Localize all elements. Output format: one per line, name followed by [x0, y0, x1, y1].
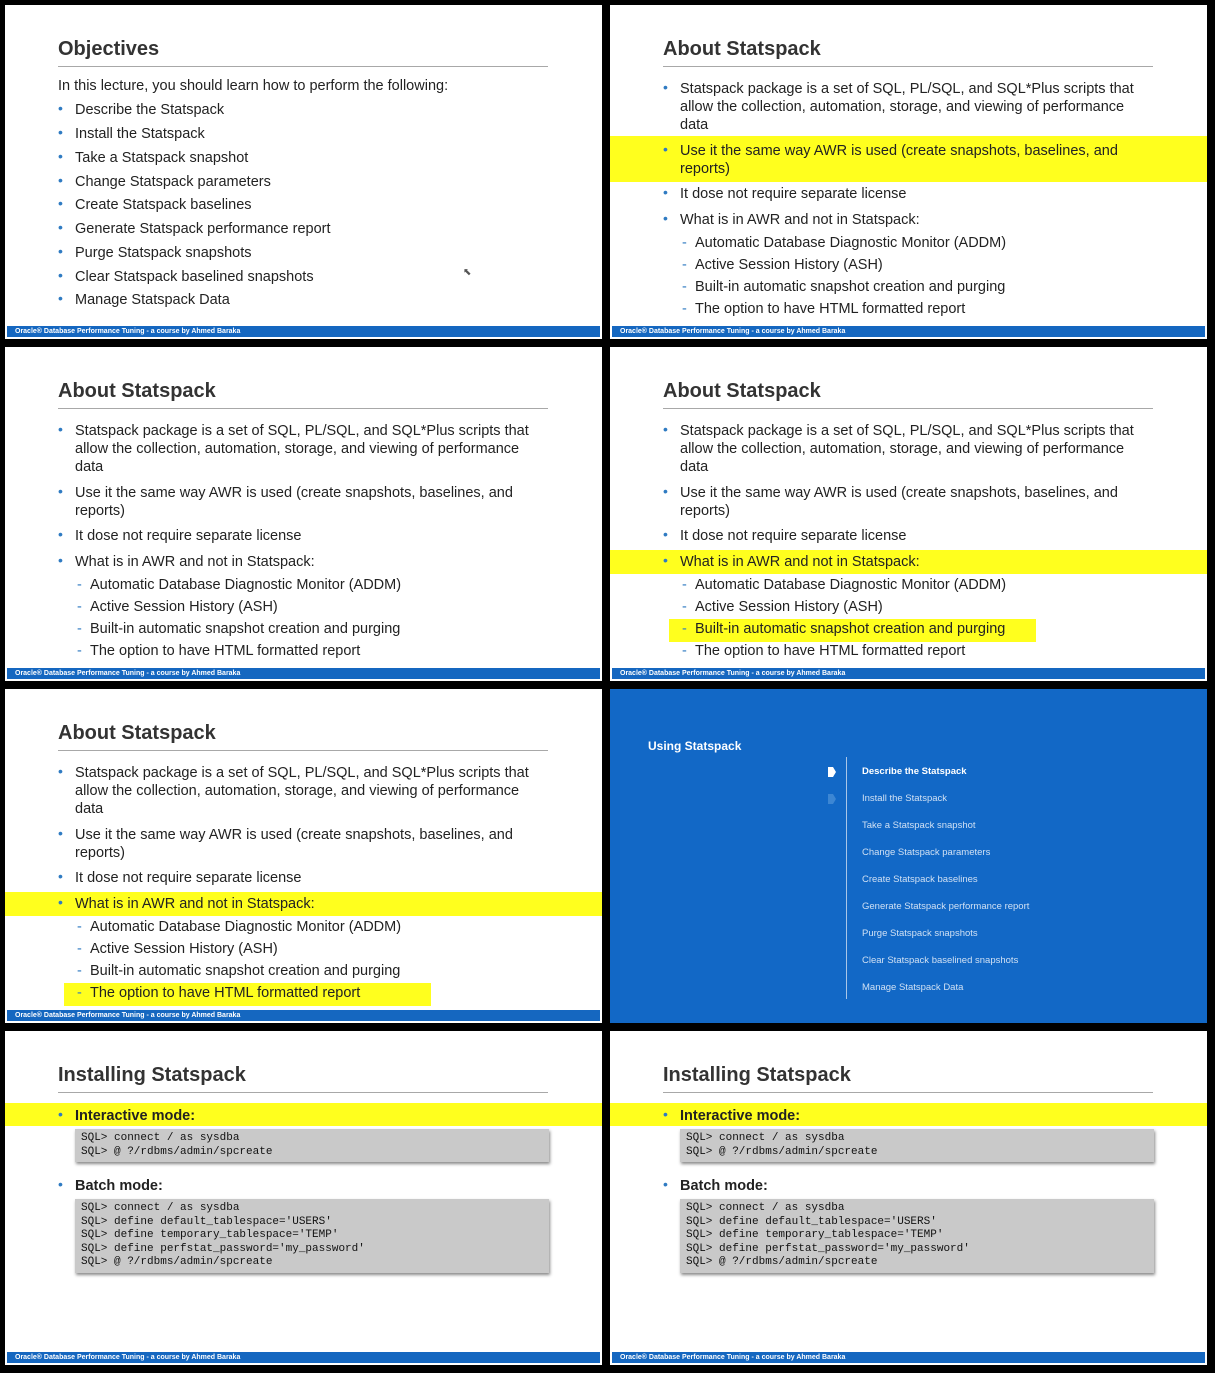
bullet-text: allow the collection, automation, storage, and viewing of performance [75, 783, 520, 799]
bullet-icon: • [663, 184, 668, 200]
bullet-text: data [75, 801, 104, 817]
objective-item: Create Statspack baselines [75, 197, 252, 213]
bullet-icon: • [663, 552, 668, 568]
dash-icon: - [77, 599, 82, 615]
bullet-text: What is in AWR and not in Statspack: [680, 554, 920, 570]
batch-mode-label: Batch mode: [680, 1178, 768, 1194]
slide-about-2 [5, 347, 602, 681]
interactive-mode-label: Interactive mode: [680, 1108, 801, 1124]
agenda-item: Manage Statspack Data [862, 982, 964, 993]
bullet-icon: • [58, 483, 63, 499]
batch-mode-label: Batch mode: [75, 1178, 163, 1194]
bullet-text: What is in AWR and not in Statspack: [75, 554, 315, 570]
bullet-icon: • [663, 1176, 668, 1192]
bullet-icon: • [58, 100, 63, 116]
bullet-icon: • [58, 124, 63, 140]
bullet-icon: • [663, 1106, 668, 1122]
bullet-icon: • [58, 526, 63, 542]
sub-bullet-text: Automatic Database Diagnostic Monitor (ADDM) [695, 577, 1007, 593]
dash-icon: - [77, 941, 82, 957]
bullet-icon: • [58, 894, 63, 910]
objective-item: Change Statspack parameters [75, 174, 271, 190]
bullet-icon: • [663, 526, 668, 542]
next-arrow-icon [828, 794, 836, 804]
bullet-icon: • [58, 868, 63, 884]
slide-footer: Oracle® Database Performance Tuning - a course by Ahmed Baraka [7, 326, 600, 337]
bullet-text: reports) [680, 161, 730, 177]
dash-icon: - [682, 235, 687, 251]
bullet-text: Statspack package is a set of SQL, PL/SQL, and SQL*Plus scripts that [75, 765, 529, 781]
dash-icon: - [77, 919, 82, 935]
intro-text: In this lecture, you should learn how to perform the following: [58, 78, 449, 94]
sub-bullet-text: The option to have HTML formatted report [90, 985, 361, 1001]
bullet-text: What is in AWR and not in Statspack: [680, 212, 920, 228]
batch-code-block: SQL> connect / as sysdba SQL> define default_tablespace='USERS' SQL> define temporary_tablespace='TEMP' SQL> define perfstat_password='my_password' SQL> @ ?/rdbms/admin/spcreate [680, 1199, 1154, 1273]
slide-title: Installing Statspack [58, 1064, 548, 1093]
dash-icon: - [682, 279, 687, 295]
current-arrow-icon [828, 767, 836, 777]
dash-icon: - [77, 577, 82, 593]
sub-bullet-text: The option to have HTML formatted report [695, 301, 966, 317]
sub-bullet-text: Built-in automatic snapshot creation and purging [90, 621, 401, 637]
slide-title: Installing Statspack [663, 1064, 1153, 1093]
slide-objectives [5, 5, 602, 339]
interactive-mode-label: Interactive mode: [75, 1108, 196, 1124]
sub-bullet-text: Automatic Database Diagnostic Monitor (ADDM) [695, 235, 1007, 251]
slide-installing-1 [5, 1031, 602, 1365]
bullet-icon: • [58, 763, 63, 779]
sub-bullet-text: Active Session History (ASH) [90, 941, 278, 957]
sub-bullet-text: Built-in automatic snapshot creation and purging [695, 621, 1006, 637]
bullet-text: data [75, 459, 104, 475]
slide-footer: Oracle® Database Performance Tuning - a course by Ahmed Baraka [612, 668, 1205, 679]
agenda-item: Generate Statspack performance report [862, 901, 1030, 912]
slide-footer: Oracle® Database Performance Tuning - a course by Ahmed Baraka [7, 668, 600, 679]
bullet-icon: • [58, 172, 63, 188]
dash-icon: - [77, 963, 82, 979]
bullet-icon: • [58, 1176, 63, 1192]
bullet-text: It dose not require separate license [680, 186, 907, 202]
objective-item: Generate Statspack performance report [75, 221, 331, 237]
interactive-code-block: SQL> connect / as sysdba SQL> @ ?/rdbms/admin/spcreate [75, 1129, 549, 1162]
objective-item: Purge Statspack snapshots [75, 245, 252, 261]
bullet-text: It dose not require separate license [75, 528, 302, 544]
slide-title: About Statspack [58, 380, 548, 409]
dash-icon: - [682, 643, 687, 659]
bullet-icon: • [58, 267, 63, 283]
slide-footer: Oracle® Database Performance Tuning - a course by Ahmed Baraka [7, 1010, 600, 1021]
dash-icon: - [682, 599, 687, 615]
bullet-text: Use it the same way AWR is used (create snapshots, baselines, and [680, 485, 1118, 501]
slide-footer: Oracle® Database Performance Tuning - a course by Ahmed Baraka [7, 1352, 600, 1363]
dash-icon: - [682, 577, 687, 593]
slide-about-3 [610, 347, 1207, 681]
bullet-icon: • [663, 141, 668, 157]
sub-bullet-text: The option to have HTML formatted report [695, 643, 966, 659]
bullet-text: It dose not require separate license [680, 528, 907, 544]
objective-item: Install the Statspack [75, 126, 205, 142]
bullet-text: data [680, 459, 709, 475]
batch-code-block: SQL> connect / as sysdba SQL> define default_tablespace='USERS' SQL> define temporary_tablespace='TEMP' SQL> define perfstat_password='my_password' SQL> @ ?/rdbms/admin/spcreate [75, 1199, 549, 1273]
bullet-text: What is in AWR and not in Statspack: [75, 896, 315, 912]
mouse-cursor-icon: ⬉ [463, 267, 472, 278]
agenda-item: Install the Statspack [862, 793, 948, 804]
slide-agenda [610, 689, 1207, 1023]
bullet-icon: • [58, 219, 63, 235]
agenda-item: Describe the Statspack [862, 766, 967, 777]
bullet-icon: • [58, 421, 63, 437]
bullet-text: reports) [75, 845, 125, 861]
bullet-text: Use it the same way AWR is used (create snapshots, baselines, and [75, 827, 513, 843]
sub-bullet-text: Active Session History (ASH) [695, 257, 883, 273]
dash-icon: - [77, 643, 82, 659]
sub-bullet-text: The option to have HTML formatted report [90, 643, 361, 659]
sub-bullet-text: Active Session History (ASH) [90, 599, 278, 615]
bullet-text: Statspack package is a set of SQL, PL/SQL, and SQL*Plus scripts that [680, 81, 1134, 97]
sub-bullet-text: Active Session History (ASH) [695, 599, 883, 615]
slide-title: About Statspack [663, 38, 1153, 67]
agenda-item: Purge Statspack snapshots [862, 928, 978, 939]
interactive-code-block: SQL> connect / as sysdba SQL> @ ?/rdbms/admin/spcreate [680, 1129, 1154, 1162]
slide-about-1 [610, 5, 1207, 339]
bullet-icon: • [663, 79, 668, 95]
bullet-icon: • [58, 290, 63, 306]
slide-installing-2 [610, 1031, 1207, 1365]
slide-title: About Statspack [663, 380, 1153, 409]
agenda-item: Change Statspack parameters [862, 847, 991, 858]
dash-icon: - [77, 621, 82, 637]
slide-title: Objectives [58, 38, 548, 67]
sub-bullet-text: Automatic Database Diagnostic Monitor (ADDM) [90, 919, 402, 935]
objective-item: Clear Statspack baselined snapshots [75, 269, 314, 285]
bullet-icon: • [58, 552, 63, 568]
agenda-title: Using Statspack [648, 739, 742, 753]
dash-icon: - [682, 257, 687, 273]
bullet-text: Use it the same way AWR is used (create snapshots, baselines, and [75, 485, 513, 501]
sub-bullet-text: Built-in automatic snapshot creation and purging [90, 963, 401, 979]
slide-about-4 [5, 689, 602, 1023]
bullet-text: reports) [680, 503, 730, 519]
sub-bullet-text: Built-in automatic snapshot creation and purging [695, 279, 1006, 295]
bullet-text: Statspack package is a set of SQL, PL/SQL, and SQL*Plus scripts that [75, 423, 529, 439]
sub-bullet-text: Automatic Database Diagnostic Monitor (ADDM) [90, 577, 402, 593]
bullet-text: Statspack package is a set of SQL, PL/SQL, and SQL*Plus scripts that [680, 423, 1134, 439]
dash-icon: - [682, 621, 687, 637]
objective-item: Describe the Statspack [75, 102, 225, 118]
slide-footer: Oracle® Database Performance Tuning - a course by Ahmed Baraka [612, 1352, 1205, 1363]
slide-title: About Statspack [58, 722, 548, 751]
objective-item: Take a Statspack snapshot [75, 150, 249, 166]
bullet-icon: • [663, 210, 668, 226]
bullet-text: data [680, 117, 709, 133]
slide-footer: Oracle® Database Performance Tuning - a course by Ahmed Baraka [612, 326, 1205, 337]
bullet-text: allow the collection, automation, storage, and viewing of performance [680, 441, 1125, 457]
bullet-icon: • [663, 483, 668, 499]
bullet-text: Use it the same way AWR is used (create snapshots, baselines, and [680, 143, 1118, 159]
bullet-text: allow the collection, automation, storage, and viewing of performance [680, 99, 1125, 115]
bullet-icon: • [58, 243, 63, 259]
agenda-item: Take a Statspack snapshot [862, 820, 976, 831]
agenda-divider [846, 757, 847, 999]
bullet-icon: • [58, 195, 63, 211]
dash-icon: - [682, 301, 687, 317]
objective-item: Manage Statspack Data [75, 292, 230, 308]
bullet-text: It dose not require separate license [75, 870, 302, 886]
agenda-item: Clear Statspack baselined snapshots [862, 955, 1019, 966]
bullet-icon: • [58, 1106, 63, 1122]
bullet-text: reports) [75, 503, 125, 519]
bullet-icon: • [663, 421, 668, 437]
agenda-item: Create Statspack baselines [862, 874, 978, 885]
bullet-text: allow the collection, automation, storage, and viewing of performance [75, 441, 520, 457]
bullet-icon: • [58, 825, 63, 841]
dash-icon: - [77, 985, 82, 1001]
bullet-icon: • [58, 148, 63, 164]
